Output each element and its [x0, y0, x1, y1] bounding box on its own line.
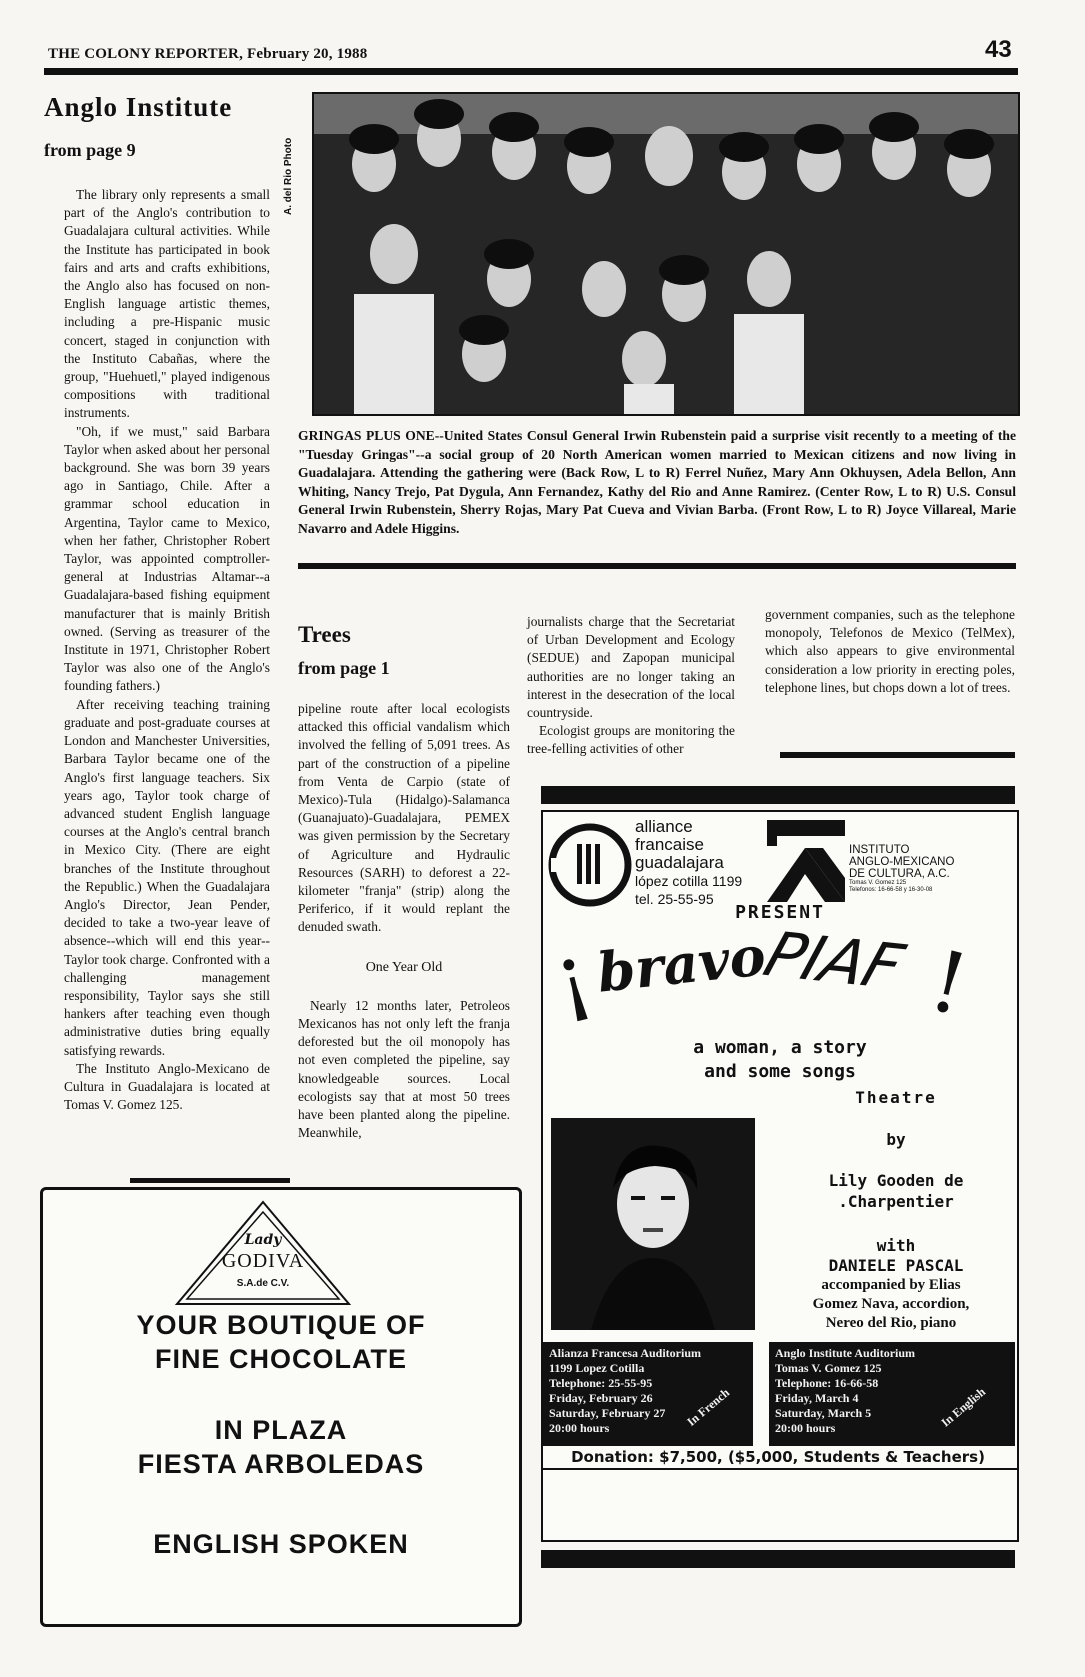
alliance-line-5: tel. 25-55-95: [635, 891, 714, 907]
performer-portrait-image: [551, 1118, 755, 1330]
venue-line: Alianza Francesa Auditorium: [549, 1346, 701, 1360]
author: [775, 1170, 1017, 1212]
title-close-mark: !: [920, 931, 978, 1035]
godiva-line-1: YOUR BOUTIQUE OF: [136, 1310, 426, 1340]
title-piaf: PIAF: [755, 918, 912, 1003]
venue-anglo: [769, 1342, 1015, 1446]
anglo-headline: Anglo Institute: [44, 92, 233, 122]
iam-line-2: ANGLO-MEXICANO: [849, 856, 955, 868]
tagline-2: and some songs: [704, 1061, 856, 1082]
anglo-paragraph: The library only represents a small part of the Anglo's contribution to Guadalajara cultural activities. While the Institute has participated in book fairs and arts and crafts exhibitions, the Anglo also has focused on non-English language artistic themes, including a pre-Hispanic music concert, staged in conjunction with the Instituto Cabañas, where the group, "Huehuetl," played indigenous compositions with traditional instruments.: [64, 187, 270, 421]
trees-subhead: One Year Old: [365, 959, 443, 975]
trees-column-1: [298, 700, 510, 1142]
trees-paragraph: Ecologist groups are monitoring the tree-felling activities of other: [527, 723, 735, 757]
with-label: with: [876, 1236, 916, 1255]
donation-line: Donation: $7,500, ($5,000, Students & Teachers): [571, 1448, 985, 1466]
trees-paragraph: Nearly 12 months later, Petroleos Mexicanos has not only left the franja deforested but the oil monopoly has not even completed the pipeline, say knowledgeable sources. Local ecologists say that at most 50 trees have been planted along the pipeline. Meanwhile,: [298, 997, 510, 1141]
group-photo: [312, 92, 1020, 416]
trees-end-rule: [780, 752, 1015, 758]
venue-line: Anglo Institute Auditorium: [775, 1346, 916, 1360]
donation-rule: [543, 1468, 1017, 1470]
header-rule: [44, 68, 1018, 75]
godiva-ad: [40, 1187, 522, 1627]
venue-line: Telephone: 25-55-95: [549, 1376, 653, 1390]
venue-line: 20:00 hours: [775, 1421, 836, 1435]
godiva-logo-name: GODIVA: [221, 1250, 305, 1272]
title-open-mark: ¡: [543, 925, 601, 1029]
venue-alliance: [543, 1342, 753, 1446]
bravo-piaf-ad: [541, 810, 1019, 1542]
title-bravo: bravo: [594, 923, 769, 1005]
alliance-line-1: alliance: [635, 817, 693, 836]
alliance-line-4: lópez cotilla 1199: [635, 873, 743, 889]
iam-line-3: DE CULTURA, A.C.: [849, 868, 950, 880]
venue-line: Saturday, February 27: [549, 1406, 666, 1420]
tagline-1: a woman, a story: [693, 1037, 867, 1058]
trees-jump-line: from page 1: [298, 658, 390, 678]
ad-bottom-rule: [541, 1550, 1015, 1568]
venue-line: Saturday, March 5: [775, 1406, 872, 1420]
trees-paragraph: journalists charge that the Secretariat of Urban Development and Ecology (SEDUE) and Zapopan municipal authorities are no longer taking an interest in the desecration of the local countryside.: [527, 614, 735, 721]
anglo-jump-line: from page 9: [44, 140, 136, 160]
anglo-paragraph: The Instituto Anglo-Mexicano de Cultura in Guadalajara is located at Tomas V. Gomez 125.: [64, 1060, 270, 1113]
venue-language: In French: [684, 1385, 733, 1429]
venue-line: Tomas V. Gomez 125: [775, 1361, 882, 1375]
godiva-line-3: IN PLAZA: [214, 1415, 348, 1445]
godiva-logo-sub: S.A.de C.V.: [236, 1278, 290, 1289]
tagline: [543, 1036, 1017, 1084]
photo-caption: GRINGAS PLUS ONE--United States Consul General Irwin Rubenstein paid a surprise visit recently to a meeting of the "Tuesday Gringas"--a social group of 20 North American women married to Mexican citizens and now living in Guadalajara. Attending the gathering were (Back Row, L to R) Ferrel Nuñez, Mary Ann Okhuysen, Adela Bellon, Ann Whiting, Nancy Trejo, Pat Dygula, Ann Fernandez, Kathy del Rio and Anne Ramirez. (Center Row, L to R) U.S. Consul General Irwin Rubenstein, Sherry Rojas, Mary Pat Cueva and Vivian Barba. (Front Row, L to R) Joyce Villareal, Marie Navarro and Adele Higgins.: [298, 428, 1016, 536]
trees-paragraph: government companies, such as the telephone monopoly, Telefonos de Mexico (TelMex), which also appears to give environmental consideration a low priority in erecting poles, telephone lines, but chops down a lot of trees.: [765, 607, 1015, 695]
iam-line-1: INSTITUTO: [849, 844, 910, 856]
ad-top-rule: [541, 786, 1015, 804]
present-label: PRESENT: [735, 902, 825, 923]
godiva-line-5: ENGLISH SPOKEN: [153, 1529, 409, 1559]
theatre-label: Theatre: [855, 1088, 937, 1107]
accompaniment-line-1: accompanied by Elias: [821, 1277, 961, 1293]
godiva-line-2: FINE CHOCOLATE: [155, 1344, 407, 1374]
photo-credit: A. del Rio Photo: [283, 137, 294, 215]
iam-address: [849, 844, 954, 894]
author-line-2: .Charpentier: [838, 1192, 954, 1211]
alliance-address: [635, 818, 742, 908]
caption-rule: [298, 563, 1016, 569]
performer-portrait: [551, 1118, 755, 1330]
anglo-body: [64, 186, 270, 1114]
venue-line: Telephone: 16-66-58: [775, 1376, 879, 1390]
iam-logo: [765, 818, 847, 904]
alliance-line-2: francaise: [635, 835, 704, 854]
iam-line-4: Tomas V. Gomez 125: [849, 880, 907, 886]
trees-column-3: [765, 606, 1015, 697]
venue-line: 1199 Lopez Cotilla: [549, 1361, 645, 1375]
venue-line: 20:00 hours: [549, 1421, 610, 1435]
anglo-end-rule: [130, 1178, 290, 1183]
venue-line: Friday, March 4: [775, 1391, 859, 1405]
trees-headline: Trees: [298, 622, 351, 647]
author-line-1: Lily Gooden de: [828, 1171, 964, 1190]
accompaniment-line-3: Nereo del Rio, piano: [825, 1315, 957, 1331]
show-title: [543, 918, 1017, 1035]
alliance-francaise-logo: [547, 822, 633, 908]
venue-line: Friday, February 26: [549, 1391, 653, 1405]
by-label: by: [886, 1130, 906, 1149]
masthead: THE COLONY REPORTER, February 20, 1988: [48, 46, 368, 62]
godiva-line-4: FIESTA ARBOLEDAS: [137, 1449, 425, 1479]
accompaniment: [765, 1276, 1017, 1333]
venue-language: In English: [938, 1384, 989, 1430]
trees-paragraph: pipeline route after local ecologists attacked this official vandalism which involved the felling of 5,091 trees. As part of the construction of a pipeline from Venta de Carpio (state of Mexico)-Tula (Hidalgo)-Salamanca (Guanajuato)-Guadalajara, PEMEX was given permission by the Secretary of Agriculture and Hydraulic Resources (SARH) to deforest a 22-kilometer "franja" (strip) along the Periferico, if it would replant the denuded swath.: [298, 701, 510, 935]
godiva-logo-lady: Lady: [244, 1232, 282, 1248]
page-number: 43: [985, 36, 1012, 63]
group-photo-image: [314, 94, 1018, 414]
alliance-line-3: guadalajara: [635, 853, 724, 872]
iam-line-5: Telefonos: 16-66-58 y 16-30-08: [849, 887, 933, 893]
performer-name: DANIELE PASCAL: [828, 1256, 964, 1275]
trees-column-2: [527, 613, 735, 759]
anglo-paragraph: After receiving teaching training graduate and post-graduate courses at London and Manchester Universities, Barbara Taylor became one of the Anglo's first language teachers. Six years ago, Taylor took charge of advanced student English language courses at the Anglo's central branch in Mexico City. (There are eight branches of the Institute throughout the Republic.) When the Guadalajara Anglo's Director, Jean Pender, decided to take a two-year leave of absence--which will end this year--Taylor took charge. Confronted with a challenging management responsibility, Taylor says she still hankers after teaching even though administrative duties bring equally satisfying rewards.: [64, 696, 270, 1058]
anglo-paragraph: "Oh, if we must," said Barbara Taylor when asked about her personal background. She was born 39 years ago in Santiago, Chile. After a grammar school education in Argentina, Taylor came to Mexico, when her father, Christopher Robert Taylor, was appointed comptroller-general at Industrias Altamar--a Guadalajara-based fishing equipment manufacturer that is mainly British owned. (Serving as treasurer of the Institute in 1971, Christopher Robert Taylor was also one of the Anglo's founding fathers.): [64, 423, 270, 694]
accompaniment-line-2: Gomez Nava, accordion,: [812, 1296, 970, 1312]
